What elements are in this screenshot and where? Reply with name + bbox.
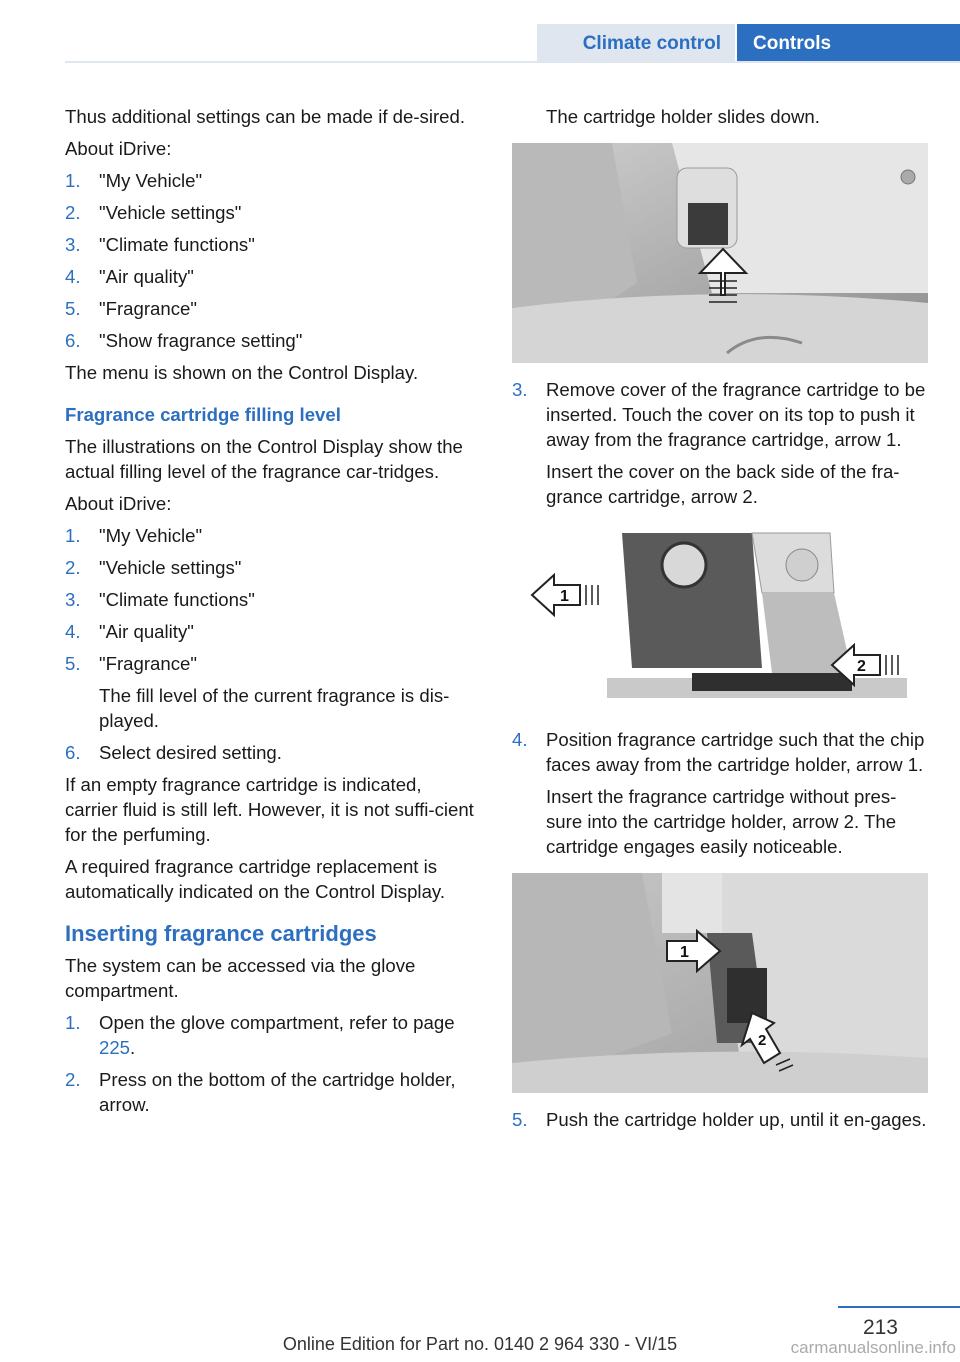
list-item: 2. "Vehicle settings" [65, 202, 242, 223]
header-chapter-label: Controls [753, 33, 832, 54]
list-item: 6. Select desired setting. [65, 742, 282, 763]
left-column [65, 104, 477, 1124]
fill-level-heading: Fragrance cartridge filling level [65, 404, 341, 425]
list-item: 1. "My Vehicle" [65, 170, 203, 191]
list-item: 3. Remove cover of the fragrance cartridge to be inserted. Touch the cover on its top to push it away from the fragrance cartridge, arrow 1. Insert the cover on the back side of the fra‐grance cartridge, arrow 2. [512, 377, 928, 509]
arrow-label-2: 2 [758, 1032, 767, 1049]
step3-detail: Insert the cover on the back side of the fra‐grance cartridge, arrow 2. [546, 461, 900, 507]
list-item: 6. "Show fragrance setting" [65, 330, 303, 351]
inserting-text: The system can be accessed via the glove compartment. [65, 955, 416, 1001]
page-number-rule [838, 1306, 960, 1308]
menu-list-1 [65, 168, 477, 353]
list-item: 4. Position fragrance cartridge such that the chip faces away from the cartridge holder, arrow 1. Insert the fragrance cartridge without pres‐sure into the cartridge holder, arrow 2. The cartridge engages easily noticeable. [512, 727, 928, 859]
about-idrive-2: About iDrive: [65, 493, 172, 514]
header-rule [65, 61, 960, 63]
fill-level-note: The fill level of the current fragrance is dis‐played. [99, 685, 450, 731]
right-column [512, 104, 928, 1139]
list-item: 5. "Fragrance" [65, 298, 197, 319]
list-item: 5. Push the cartridge holder up, until it en‐gages. [512, 1109, 927, 1130]
cartridge-holder-figure [512, 143, 928, 363]
list-item: 3. "Climate functions" [65, 589, 255, 610]
list-item: 2. "Vehicle settings" [65, 557, 242, 578]
list-item: 1. "My Vehicle" [65, 525, 203, 546]
steps-list-right-a [512, 377, 928, 509]
fill-level-text: The illustrations on the Control Display show the actual filling level of the fragrance car‐tridges. [65, 436, 463, 482]
steps-list-right-b [512, 727, 928, 859]
cartridge-cover-figure [512, 523, 928, 713]
page-link-225[interactable]: 225 [99, 1037, 131, 1058]
steps-list-left [65, 1010, 477, 1117]
intro-text: Thus additional settings can be made if de‐sired. [65, 106, 465, 127]
arrow-label-2: 2 [857, 658, 866, 675]
menu-shown-text: The menu is shown on the Control Display. [65, 362, 419, 383]
replacement-text: A required fragrance cartridge replacement is automatically indicated on the Control Display. [65, 856, 445, 902]
header-section-tab[interactable] [537, 24, 735, 62]
insert-cartridge-figure [512, 873, 928, 1093]
header-section-label: Climate control [582, 33, 721, 54]
about-idrive-1: About iDrive: [65, 138, 172, 159]
list-item: 4. "Air quality" [65, 621, 194, 642]
arrow-label-1: 1 [560, 588, 569, 605]
list-item: 2. Press on the bottom of the cartridge holder, arrow. [65, 1069, 456, 1115]
header-chapter-tab[interactable] [737, 24, 960, 62]
inserting-heading: Inserting fragrance cartridges [65, 921, 377, 946]
menu-list-2 [65, 523, 477, 765]
empty-cartridge-text: If an empty fragrance cartridge is indicated, carrier fluid is still left. However, it is not suffi‐cient for the perfuming. [65, 774, 474, 845]
list-item: 1. Open the glove compartment, refer to page 225. [65, 1012, 455, 1058]
list-item: 4. "Air quality" [65, 266, 194, 287]
page-number: 213 [862, 1316, 898, 1339]
list-item: 3. "Climate functions" [65, 234, 255, 255]
arrow-label-1: 1 [680, 944, 689, 961]
watermark: carmanualsonline.info [790, 1338, 956, 1357]
step4-detail: Insert the fragrance cartridge without pres‐sure into the cartridge holder, arrow 2. The cartridge engages easily noticeable. [546, 786, 897, 857]
slides-down-text: The cartridge holder slides down. [546, 106, 820, 127]
list-item: 5. "Fragrance" The fill level of the current fragrance is dis‐played. [65, 651, 477, 733]
steps-list-right-c [512, 1107, 928, 1132]
footer-edition: Online Edition for Part no. 0140 2 964 330 - VI/15 [282, 1334, 678, 1354]
